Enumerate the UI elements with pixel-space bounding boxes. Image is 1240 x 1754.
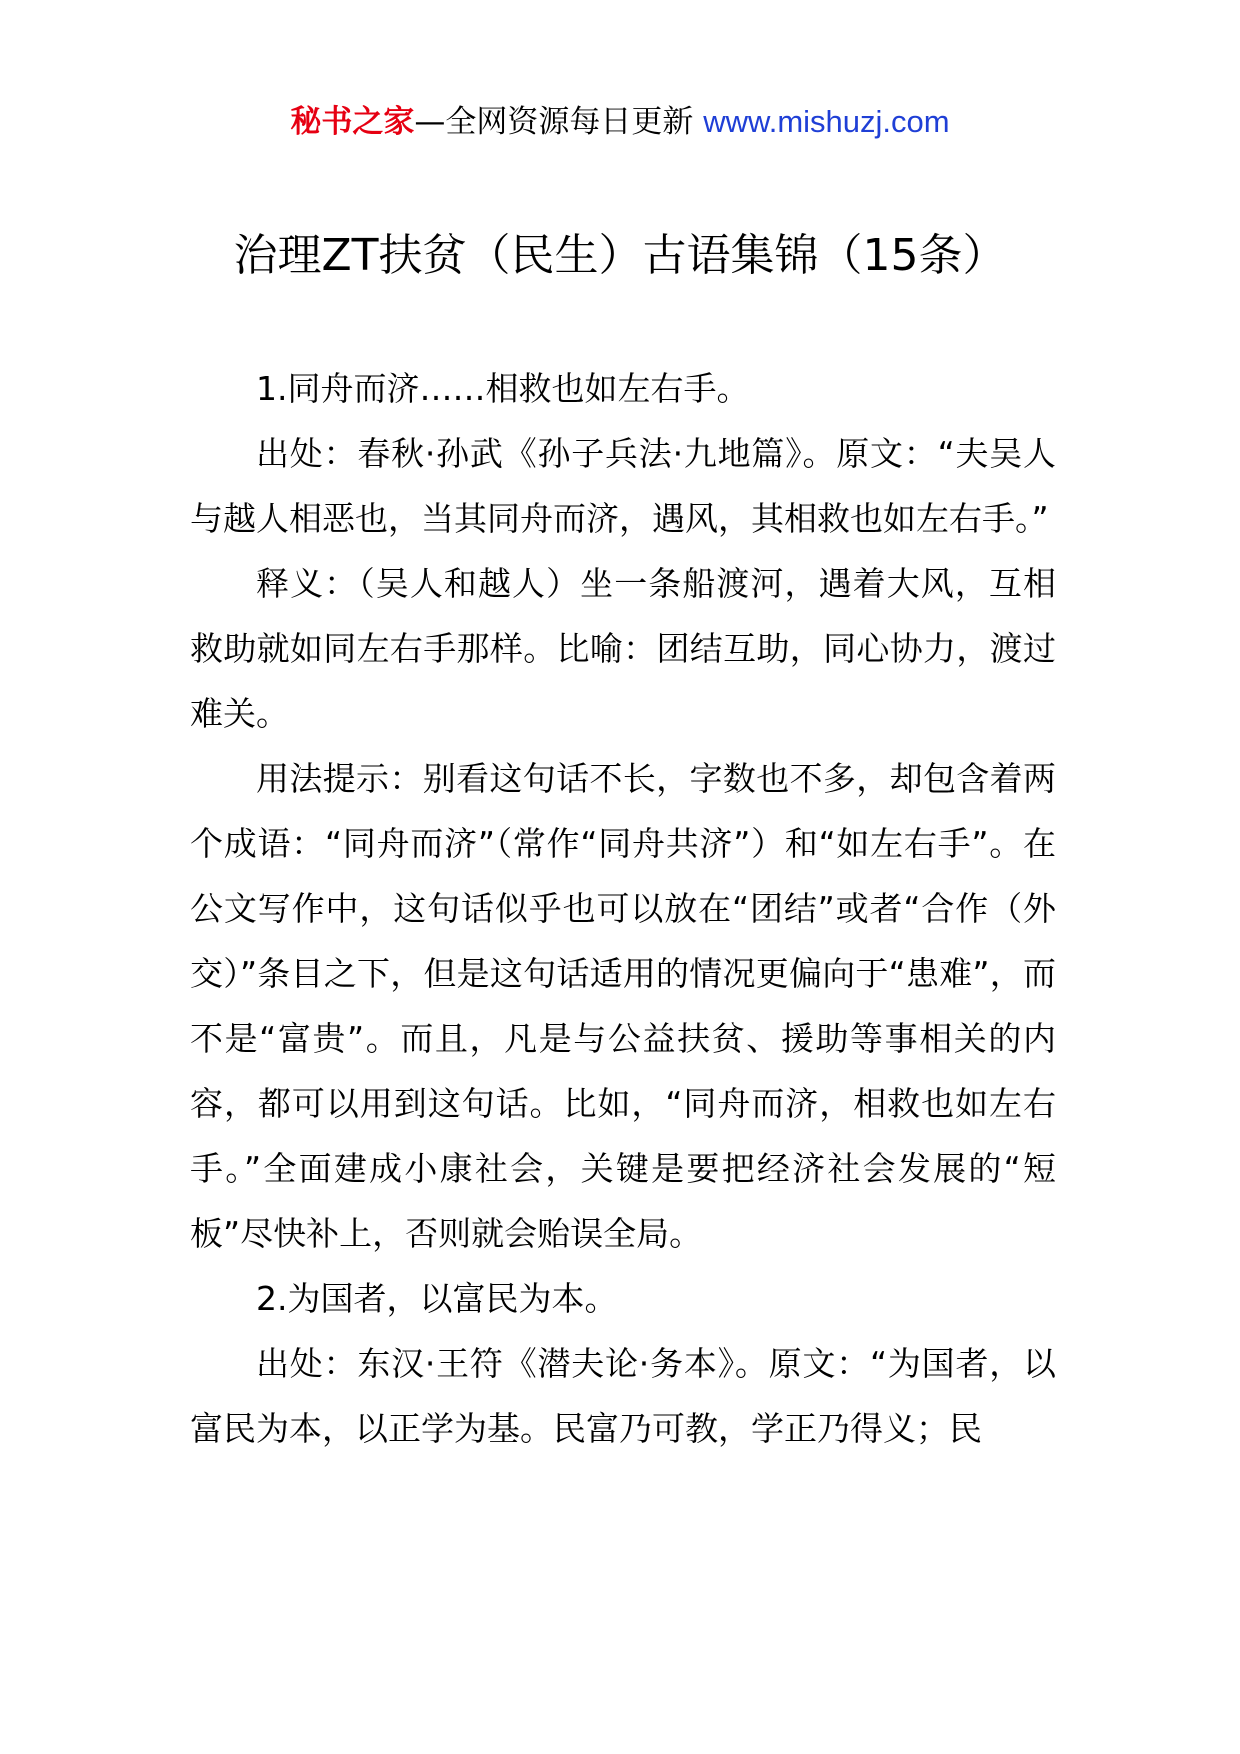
document-body [190,356,1056,1461]
paragraph-item-1-heading: 1.同舟而济……相救也如左右手。 [256,369,750,408]
paragraph-item-1-usage: 用法提示：别看这句话不长，字数也不多，却包含着两个成语：“同舟而济”（常作“同舟共济”）和“如左右手”。在公文写作中，这句话似乎也可以放在“团结”或者“合作（外交）”条目之下，但是这句话适用的情况更偏向于“患难”，而不是“富贵”。而且，凡是与公益扶贫、援助等事相关的内容，都可以用到这句话。比如，“同舟而济，相救也如左右手。”全面建成小康社会，关键是要把经济社会发展的“短板”尽快补上，否则就会贻误全局。 [190,759,1056,1253]
document-title: 治理ZT扶贫（民生）古语集锦（15条） [233,230,1007,281]
site-name: 秘书之家 [290,104,415,140]
paragraph-item-1-meaning: 释义：（吴人和越人）坐一条船渡河，遇着大风，互相救助就如同左右手那样。比喻：团结互助，同心协力，渡过难关。 [190,564,1056,733]
paragraph-item-1-source: 出处：春秋·孙武《孙子兵法·九地篇》。原文：“夫吴人与越人相恶也，当其同舟而济，遇风，其相救也如左右手。” [190,434,1056,538]
site-slogan: —全网资源每日更新 [414,104,704,140]
site-url-link[interactable]: www.mishuzj.com [703,104,950,139]
paragraph-item-2-heading: 2.为国者，以富民为本。 [256,1279,618,1318]
page-header [0,100,1240,144]
paragraph-item-2-source: 出处：东汉·王符《潜夫论·务本》。原文：“为国者，以富民为本，以正学为基。民富乃可教，学正乃得义；民 [190,1344,1056,1448]
